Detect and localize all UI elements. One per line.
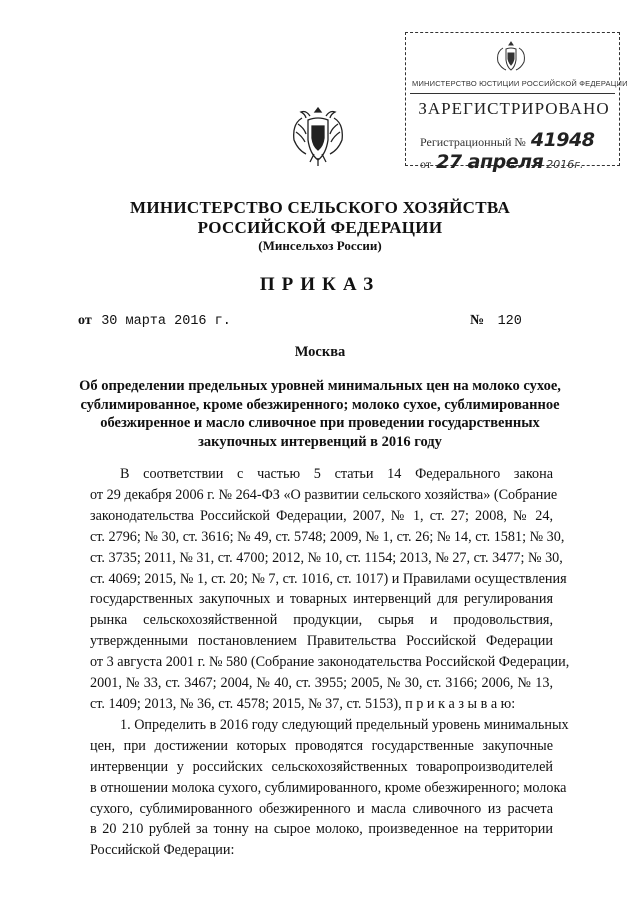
body-line: утвержденными постановлением Правительства Российской Федерации <box>90 633 553 650</box>
body-line: в отношении молока сухого, сублимированного, кроме обезжиренного; молока <box>90 779 567 796</box>
body-line: от 29 декабря 2006 г. № 264-ФЗ «О развитии сельского хозяйства» (Собрание <box>90 486 558 503</box>
body-line: законодательства Российской Федерации, 2007, № 1, ст. 27; 2008, № 24, <box>90 507 553 524</box>
ministry-name-line1: МИНИСТЕРСТВО СЕЛЬСКОГО ХОЗЯЙСТВА <box>129 198 511 217</box>
subject-line-3: обезжиренное и масло сливочное при проведении государственных <box>100 415 540 431</box>
order-body <box>90 464 570 861</box>
stamp-reg-number-value: 41948 <box>530 129 595 151</box>
order-date-label: от <box>78 313 92 328</box>
stamp-reg-number-label: Регистрационный № <box>420 135 526 149</box>
body-line: от 3 августа 2001 г. № 580 (Собрание законодательства Российской Федерации, <box>90 654 570 671</box>
ministry-name <box>40 198 600 238</box>
body-line: В соответствии с частью 5 статьи 14 Федерального закона <box>120 466 553 482</box>
body-line: сухого, сублимированного обезжиренного и масла сливочного из расчета <box>90 800 553 817</box>
body-line: Российской Федерации: <box>90 842 235 859</box>
order-subject <box>40 377 600 451</box>
stamp-reg-date-row <box>420 151 583 173</box>
stamp-divider <box>410 93 615 94</box>
stamp-reg-date-prefix: от <box>420 157 432 171</box>
body-line: ст. 1409; 2013, № 36, ст. 4578; 2015, № 37, ст. 5153), п р и к а з ы в а ю: <box>90 695 516 712</box>
ministry-name-line2: РОССИЙСКОЙ ФЕДЕРАЦИИ <box>197 218 443 237</box>
order-number-value: 120 <box>497 314 522 329</box>
body-line: ст. 3735; 2011, № 31, ст. 4700; 2012, № 10, ст. 1154; 2013, № 27, ст. 3477; № 30, <box>90 549 563 566</box>
stamp-reg-number-row <box>420 129 594 151</box>
subject-line-4: закупочных интервенций в 2016 году <box>198 433 442 450</box>
order-city: Москва <box>294 344 346 360</box>
order-date <box>78 313 231 329</box>
coat-of-arms-emblem-icon <box>288 102 348 168</box>
stamp-reg-year: 2016г. <box>546 158 584 171</box>
stamp-reg-date-value: 27 апреля <box>436 151 544 173</box>
registration-stamp <box>405 32 628 173</box>
body-line: государственных закупочных и товарных интервенций для регулирования <box>90 591 553 608</box>
subject-line-2: сублимированное, кроме обезжиренного; молоко сухое, сублимированное <box>80 396 560 413</box>
body-line: ст. 2796; № 30, ст. 3616; № 49, ст. 5748; 2009, № 1, ст. 26; № 14, ст. 1581; № 30, <box>90 528 565 545</box>
order-date-value: 30 марта 2016 г. <box>101 314 231 329</box>
body-line: рынка сельскохозяйственной продукции, сырья и продовольствия, <box>90 612 553 629</box>
subject-line-1: Об определении предельных уровней минимальных цен на молоко сухое, <box>79 378 561 394</box>
stamp-eagle-icon <box>494 39 528 75</box>
order-title: ПРИКАЗ <box>259 274 381 295</box>
body-line: 2001, № 33, ст. 3467; 2004, № 40, ст. 3955; 2005, № 30, ст. 3166; 2006, № 13, <box>90 675 553 692</box>
body-line: цен, при достижении которых проводятся государственные закупочные <box>90 737 553 754</box>
order-number <box>470 313 522 329</box>
body-line: интервенции у российских сельскохозяйственных товаропроизводителей <box>90 758 553 775</box>
stamp-ministry-label: МИНИСТЕРСТВО ЮСТИЦИИ РОССИЙСКОЙ ФЕДЕРАЦИИ <box>412 79 628 88</box>
order-number-label: № <box>470 313 485 328</box>
body-line: ст. 4069; 2015, № 1, ст. 20; № 7, ст. 1016, ст. 1017) и Правилами осуществления <box>90 570 567 587</box>
ministry-short-name: (Минсельхоз России) <box>258 238 382 253</box>
body-line: в 20 210 рублей за тонну на сырое молоко, произведенное на территории <box>90 821 553 838</box>
stamp-registered-label: ЗАРЕГИСТРИРОВАНО <box>418 99 610 118</box>
body-line: 1. Определить в 2016 году следующий предельный уровень минимальных <box>120 716 569 733</box>
